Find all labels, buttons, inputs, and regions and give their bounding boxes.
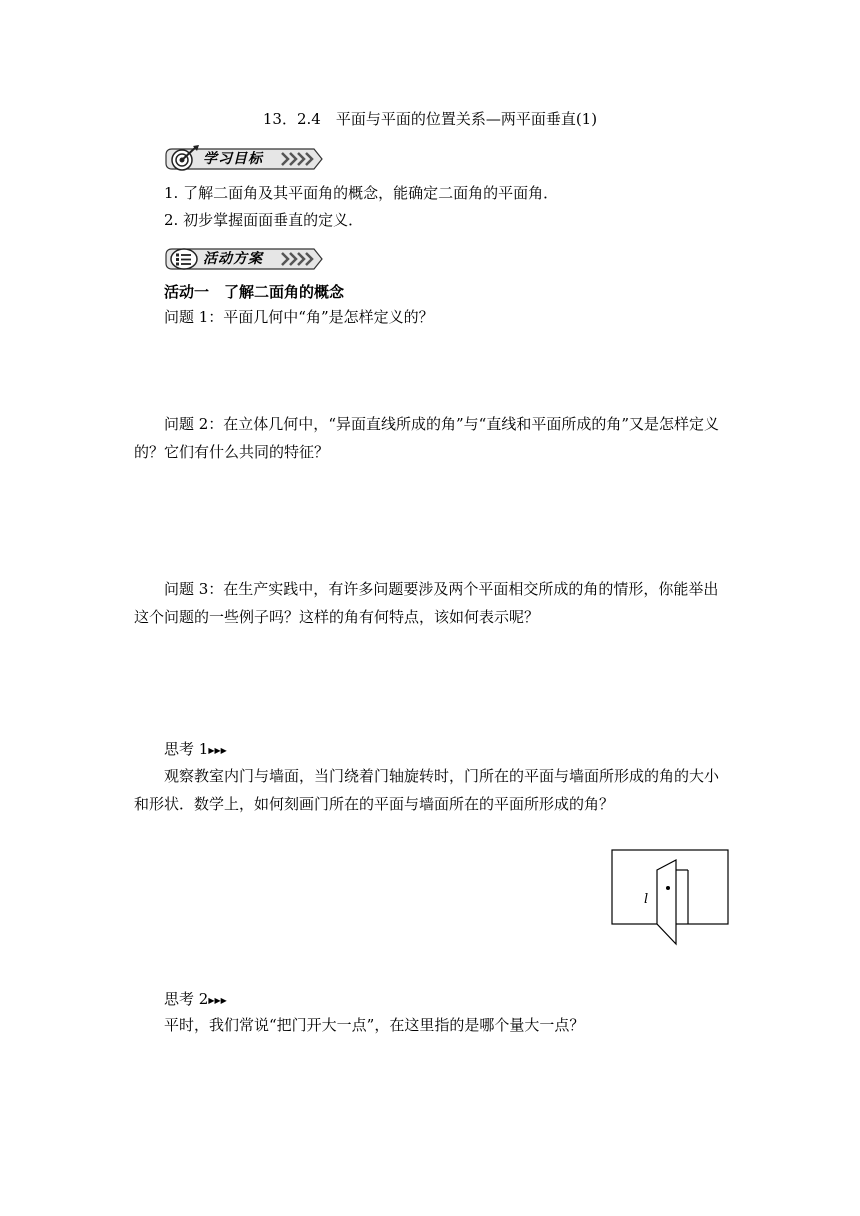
goal-item-1: 1. 了解二面角及其平面角的概念，能确定二面角的平面角． [164, 184, 559, 202]
triple-arrow-icon: ▶▶▶ [208, 746, 227, 755]
think2-text: 平时，我们常说“把门开大一点”，在这里指的是哪个量大一点？ [164, 1016, 585, 1034]
question-3: 问题 3：在生产实践中，有许多问题要涉及两个平面相交所成的角的情形，你能举出这个问题的一些例子吗？这样的角有何特点，该如何表示呢？ [134, 580, 719, 626]
question-1: 问题 1：平面几何中“角”是怎样定义的？ [164, 308, 434, 326]
goal-item-2: 2. 初步掌握面面垂直的定义． [164, 211, 364, 229]
page-title: 13．2.4 平面与平面的位置关系—两平面垂直(1) [262, 110, 598, 128]
axis-line-label: l [644, 892, 649, 907]
door-wall-figure [610, 848, 732, 948]
door-handle [666, 886, 670, 890]
think2-heading [164, 987, 227, 1013]
think1-heading [164, 737, 227, 763]
section-label-activity: 活动方案 [203, 251, 263, 267]
activity1-heading: 活动一 了解二面角的概念 [164, 283, 345, 301]
question-2: 问题 2：在立体几何中，“异面直线所成的角”与“直线和平面所成的角”又是怎样定义的？它们有什么共同的特征？ [134, 415, 719, 461]
door-panel [657, 860, 676, 944]
think1-label: 思考 1 [164, 740, 209, 758]
think1-text: 观察教室内门与墙面，当门绕着门轴旋转时，门所在的平面与墙面所形成的角的大小和形状．数学上，如何刻画门所在的平面与墙面所在的平面所形成的角？ [134, 767, 720, 813]
think2-label: 思考 2 [164, 990, 209, 1008]
section-label-goals: 学习目标 [203, 151, 263, 167]
triple-arrow-icon: ▶▶▶ [208, 996, 227, 1005]
